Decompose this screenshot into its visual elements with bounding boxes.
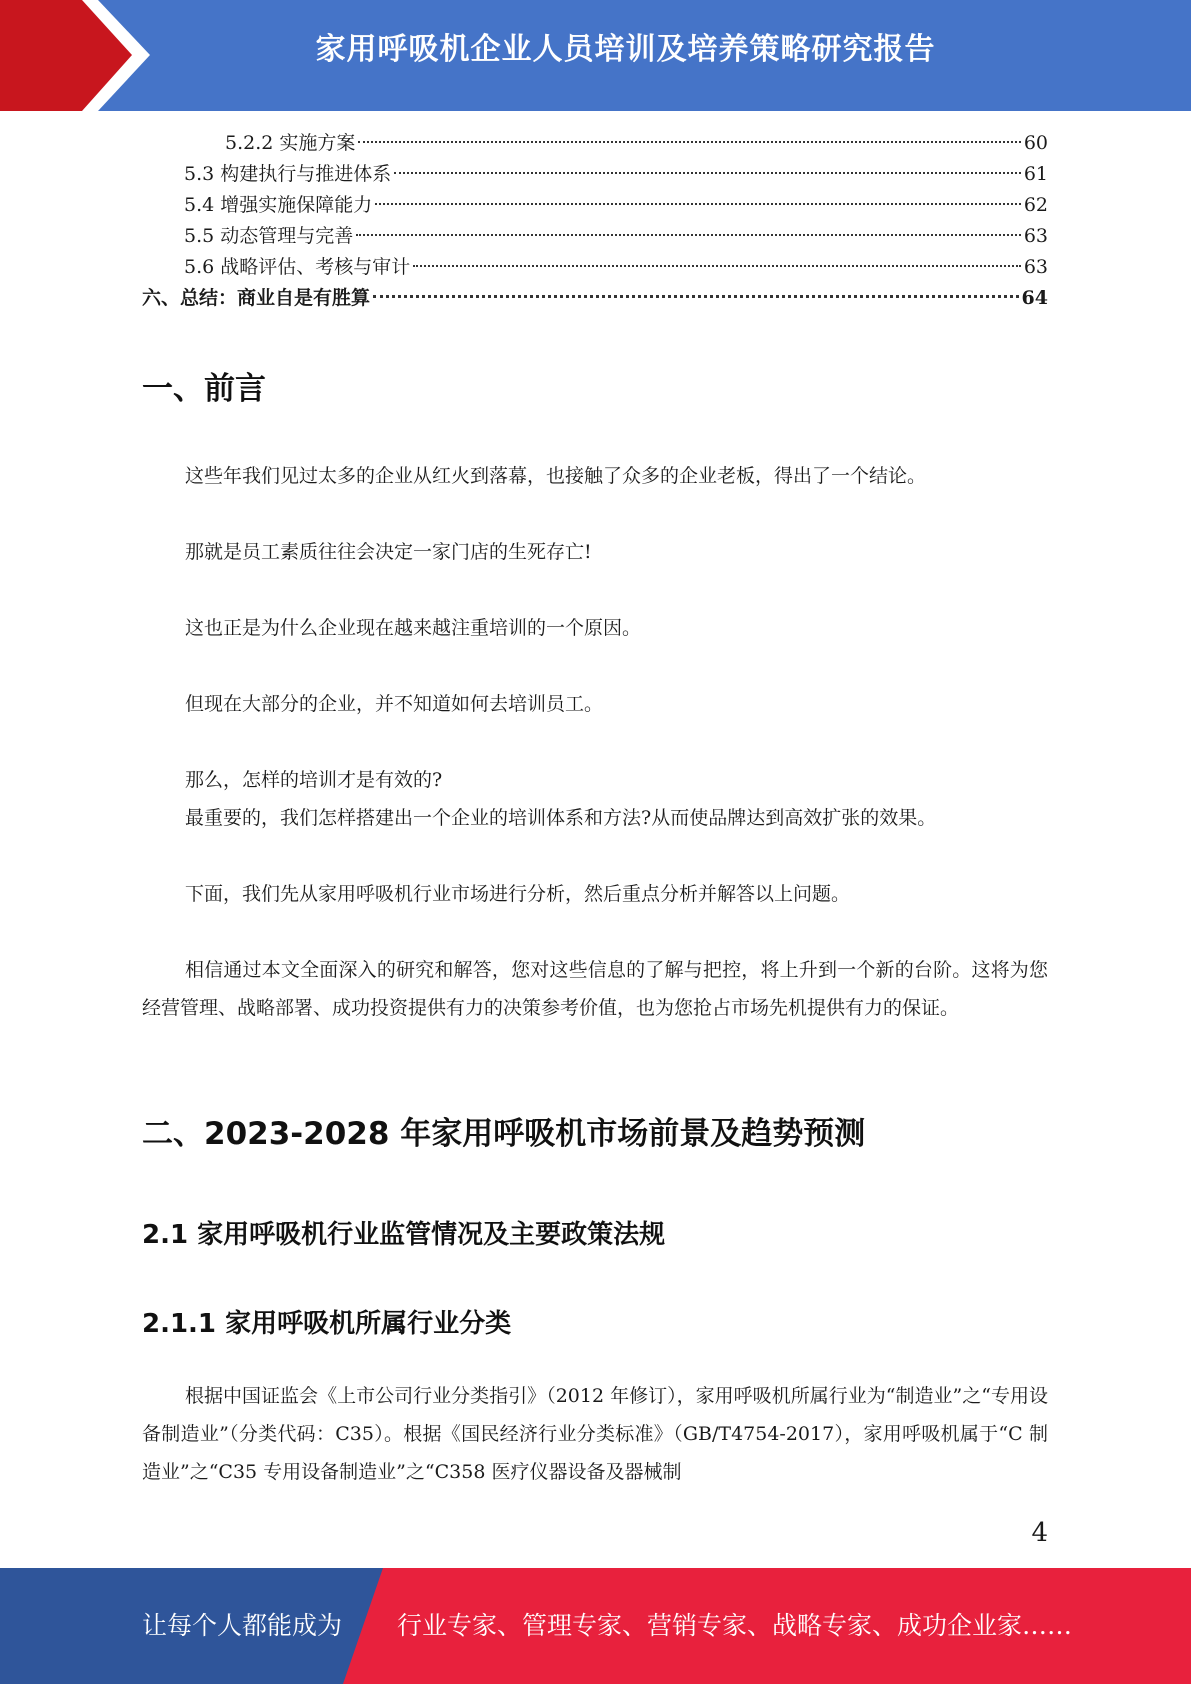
toc-entry[interactable] [142,190,1048,221]
toc-entry-page: 60 [1023,132,1048,154]
toc-leader-dots [413,265,1021,267]
report-title: 家用呼吸机企业人员培训及培养策略研究报告 [315,32,936,67]
toc-leader-dots [394,172,1021,174]
toc-entry[interactable] [142,221,1048,252]
toc-entry-label: 5.4 增强实施保障能力 [184,194,373,216]
toc-leader-dots [356,234,1021,236]
preface-paragraph: 那就是员工素质往往会决定一家门店的生死存亡! [185,541,592,563]
toc-entry-page: 63 [1023,225,1048,247]
toc-entry-label: 5.5 动态管理与完善 [184,225,354,247]
preface-paragraph: 相信通过本文全面深入的研究和解答，您对这些信息的了解与把控，将上升到一个新的台阶。这将为您经营管理、战略部署、成功投资提供有力的决策参考价值，也为您抢占市场先机提供有力的保证。 [142,959,1048,1019]
toc-entry-label: 5.2.2 实施方案 [225,132,356,154]
classification-paragraph: 根据中国证监会《上市公司行业分类指引》（2012 年修订），家用呼吸机所属行业为“制造业”之“专用设备制造业”（分类代码：C35）。根据《国民经济行业分类标准》（GB/T4754-2017），家用呼吸机属于“C 制造业”之“C35 专用设备制造业”之“C358 医疗仪器设备及器械制 [142,1385,1048,1483]
subsection-heading-regulation: 2.1 家用呼吸机行业监管情况及主要政策法规 [142,1220,666,1250]
footer-slogan-left: 让每个人都能成为 [142,1611,343,1640]
toc-entry-page: 64 [1021,287,1048,309]
preface-paragraph: 但现在大部分的企业，并不知道如何去培训员工。 [185,693,604,715]
preface-paragraph: 那么，怎样的培训才是有效的? [185,769,443,791]
preface-paragraph: 下面，我们先从家用呼吸机行业市场进行分析，然后重点分析并解答以上问题。 [185,883,851,905]
toc-entry-label: 5.6 战略评估、考核与审计 [184,256,411,278]
toc-entry-page: 61 [1023,163,1048,185]
toc-entry-label: 六、总结：商业自是有胜算 [142,287,371,309]
toc-entry[interactable] [142,128,1048,159]
toc-leader-dots [373,295,1019,298]
header-chevron-icon [0,0,150,111]
preface-paragraph: 最重要的，我们怎样搭建出一个企业的培训体系和方法?从而使品牌达到高效扩张的效果。 [185,807,937,829]
toc-entry[interactable] [142,283,1048,314]
section-heading-market-outlook: 二、2023-2028 年家用呼吸机市场前景及趋势预测 [142,1116,866,1152]
toc-entry-page: 63 [1023,256,1048,278]
toc-leader-dots [375,203,1021,205]
table-of-contents [142,128,1048,314]
section-heading-preface: 一、前言 [142,371,266,407]
toc-entry-page: 62 [1023,194,1048,216]
page-header [0,0,1191,111]
toc-leader-dots [358,141,1020,143]
footer-slogan-right: 行业专家、管理专家、营销专家、战略专家、成功企业家…… [397,1611,1073,1640]
subsection-heading-classification: 2.1.1 家用呼吸机所属行业分类 [142,1309,512,1339]
toc-entry[interactable] [142,252,1048,283]
preface-paragraph: 这些年我们见过太多的企业从红火到落幕，也接触了众多的企业老板，得出了一个结论。 [185,465,927,487]
toc-entry[interactable] [142,159,1048,190]
page-number: 4 [1031,1518,1048,1548]
preface-paragraph: 这也正是为什么企业现在越来越注重培训的一个原因。 [185,617,642,639]
toc-entry-label: 5.3 构建执行与推进体系 [184,163,392,185]
page-footer [0,1568,1191,1684]
